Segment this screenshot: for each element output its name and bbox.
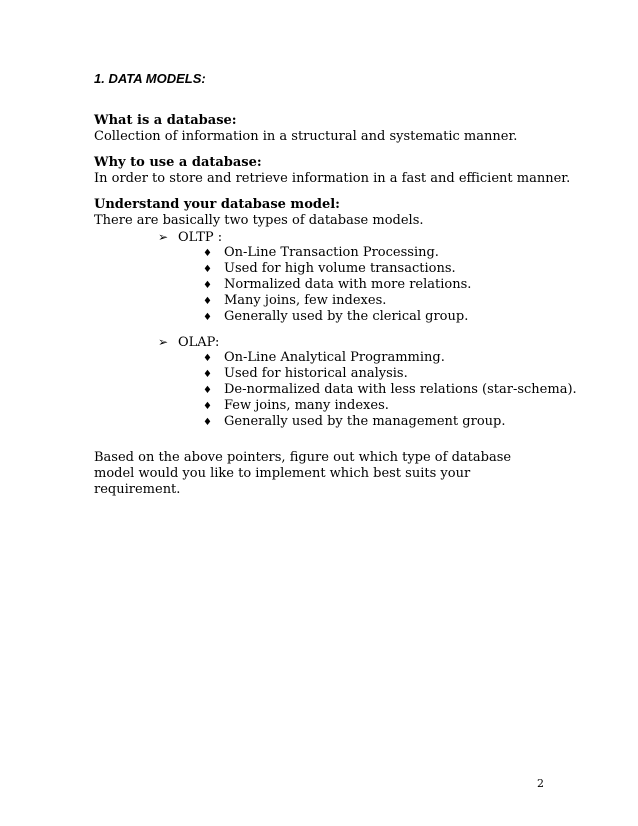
olap-points xyxy=(203,350,577,430)
arrow-bullet-icon: ➢ xyxy=(158,230,169,244)
list-item xyxy=(203,350,577,366)
why-use-text: In order to store and retrieve information in a fast and efficient manner. xyxy=(94,171,571,186)
list-item xyxy=(203,261,471,277)
point-text: Many joins, few indexes. xyxy=(224,293,387,308)
diamond-bullet-icon: ♦ xyxy=(203,401,212,412)
arrow-bullet-icon: ➢ xyxy=(158,335,169,349)
model-label: OLTP : xyxy=(178,230,223,245)
diamond-bullet-icon: ♦ xyxy=(203,264,212,275)
point-text: Normalized data with more relations. xyxy=(224,277,472,292)
point-text: On-Line Analytical Programming. xyxy=(224,350,445,365)
conclusion-paragraph: Based on the above pointers, figure out which type of database model would you like to implement which best suits your requirement. xyxy=(94,450,512,497)
model-item-oltp xyxy=(158,229,222,246)
page-number: 2 xyxy=(537,777,544,790)
point-text: Used for high volume transactions. xyxy=(224,261,456,276)
model-list-olap xyxy=(158,334,219,351)
model-item-olap xyxy=(158,334,219,351)
diamond-bullet-icon: ♦ xyxy=(203,353,212,364)
list-item xyxy=(203,398,577,414)
point-text: Generally used by the management group. xyxy=(224,414,506,429)
diamond-bullet-icon: ♦ xyxy=(203,369,212,380)
point-text: Used for historical analysis. xyxy=(224,366,408,381)
list-item xyxy=(203,414,577,430)
understand-heading: Understand your database model: xyxy=(94,197,340,212)
what-is-heading: What is a database: xyxy=(94,113,237,128)
list-item xyxy=(203,277,471,293)
section-title: 1. DATA MODELS: xyxy=(94,71,206,86)
model-list-oltp xyxy=(158,229,222,246)
list-item xyxy=(203,245,471,261)
list-item xyxy=(203,293,471,309)
point-text: Few joins, many indexes. xyxy=(224,398,389,413)
list-item xyxy=(203,366,577,382)
diamond-bullet-icon: ♦ xyxy=(203,296,212,307)
oltp-points xyxy=(203,245,471,325)
diamond-bullet-icon: ♦ xyxy=(203,280,212,291)
point-text: On-Line Transaction Processing. xyxy=(224,245,439,260)
what-is-section xyxy=(94,113,517,145)
understand-text: There are basically two types of database models. xyxy=(94,213,424,228)
model-label: OLAP: xyxy=(178,335,220,350)
point-text: De-normalized data with less relations (star-schema). xyxy=(224,382,577,397)
why-use-section xyxy=(94,155,570,187)
list-item xyxy=(203,309,471,325)
why-use-heading: Why to use a database: xyxy=(94,155,262,170)
diamond-bullet-icon: ♦ xyxy=(203,417,212,428)
understand-section xyxy=(94,197,424,229)
list-item xyxy=(203,382,577,398)
what-is-text: Collection of information in a structural and systematic manner. xyxy=(94,129,518,144)
point-text: Generally used by the clerical group. xyxy=(224,309,469,324)
diamond-bullet-icon: ♦ xyxy=(203,248,212,259)
diamond-bullet-icon: ♦ xyxy=(203,312,212,323)
diamond-bullet-icon: ♦ xyxy=(203,385,212,396)
